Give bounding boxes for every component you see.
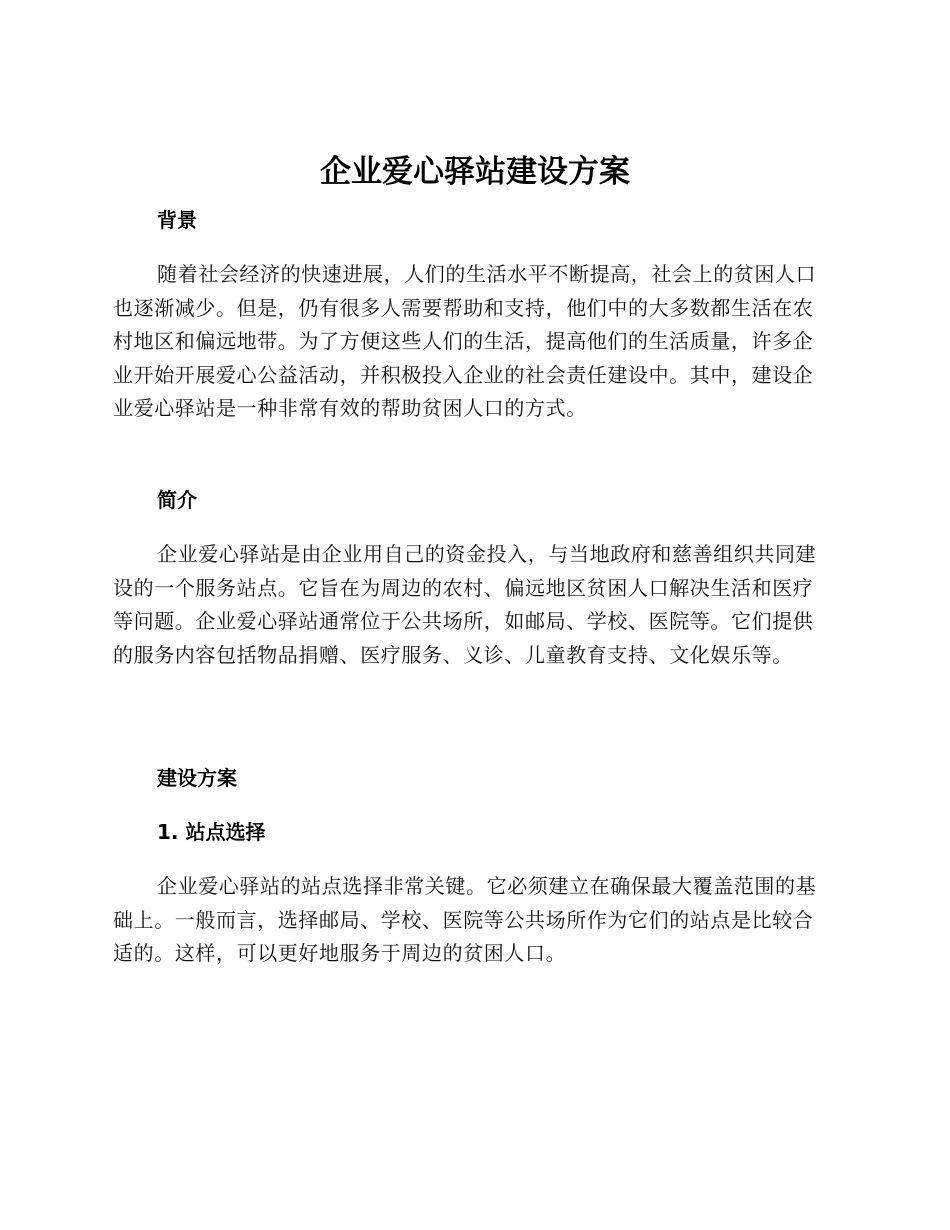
section-body-background: 随着社会经济的快速进展，人们的生活水平不断提高，社会上的贫困人口也逐渐减少。但是，仍有很多人需要帮助和支持，他们中的大多数都生活在农村地区和偏远地带。为了方便这些人们的生活，提高他们的生活质量，许多企业开始开展爱心公益活动，并积极投入企业的社会责任建设中。其中，建设企业爱心驿站是一种非常有效的帮助贫困人口的方式。 (113, 262, 817, 420)
subsection-body-site-selection: 企业爱心驿站的站点选择非常关键。它必须建立在确保最大覆盖范围的基础上。一般而言，选择邮局、学校、医院等公共场所作为它们的站点是比较合适的。这样，可以更好地服务于周边的贫困人口。 (113, 874, 817, 965)
section-heading-intro: 简介 (157, 488, 197, 512)
section-heading-background: 背景 (157, 208, 197, 232)
subsection-heading-site-selection: 1. 站点选择 (157, 820, 266, 844)
document-title: 企业爱心驿站建设方案 (320, 154, 630, 190)
section-heading-plan: 建设方案 (157, 766, 237, 790)
section-body-intro: 企业爱心驿站是由企业用自己的资金投入，与当地政府和慈善组织共同建设的一个服务站点。它旨在为周边的农村、偏远地区贫困人口解决生活和医疗等问题。企业爱心驿站通常位于公共场所，如邮局、学校、医院等。它们提供的服务内容包括物品捐赠、医疗服务、义诊、儿童教育支持、文化娱乐等。 (113, 542, 817, 667)
